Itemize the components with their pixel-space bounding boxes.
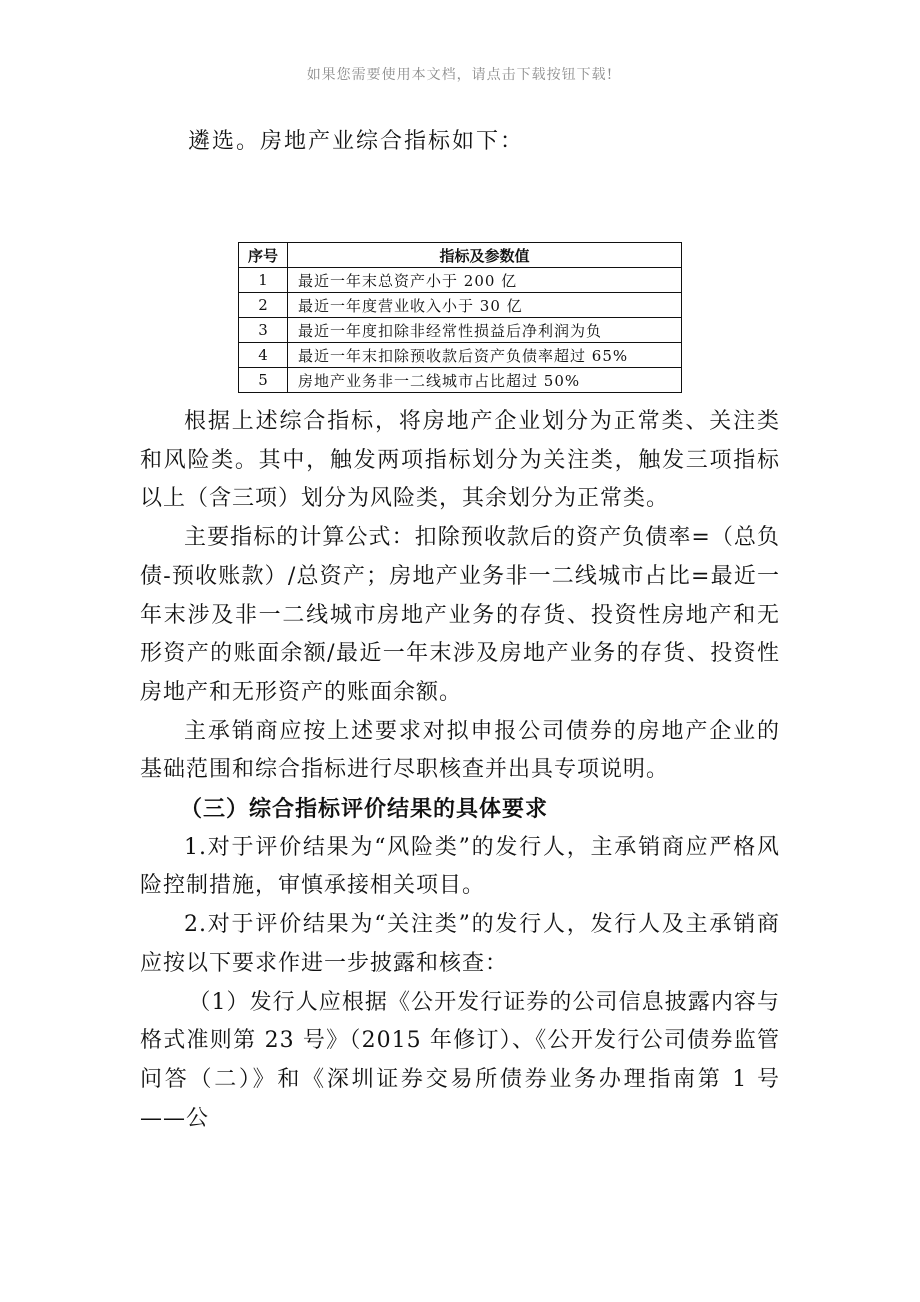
classification-paragraph: 根据上述综合指标，将房地产企业划分为正常类、关注类和风险类。其中，触发两项指标划分为关注类，触发三项指标以上（含三项）划分为风险类，其余划分为正常类。: [140, 409, 780, 512]
indicator-table: [238, 242, 682, 393]
section-title: （三）综合指标评价结果的具体要求: [180, 796, 549, 823]
row-indicator: 房地产业务非一二线城市占比超过 50%: [288, 368, 682, 393]
item-1-paragraph: 1.对于评价结果为“风险类”的发行人，主承销商应严格风险控制措施，审慎承接相关项目。: [140, 834, 780, 899]
download-watermark: 如果您需要使用本文档，请点击下载按钮下载!: [306, 67, 614, 83]
row-indicator: 最近一年末总资产小于 200 亿: [288, 268, 682, 293]
header-indicator: 指标及参数值: [288, 243, 682, 268]
row-serial: 3: [239, 318, 288, 343]
row-serial: 5: [239, 368, 288, 393]
table-row: [239, 293, 682, 318]
header-serial: 序号: [239, 243, 288, 268]
intro-line: 遴选。房地产业综合指标如下：: [188, 129, 525, 154]
row-indicator: 最近一年度扣除非经常性损益后净利润为负: [288, 318, 682, 343]
formula-paragraph: 主要指标的计算公式：扣除预收款后的资产负债率=（总负债-预收账款）/总资产；房地产业务非一二线城市占比=最近一年末涉及非一二线城市房地产业务的存货、投资性房地产和无形资产的账面余额/最近一年末涉及房地产业务的存货、投资性房地产和无形资产的账面余额。: [140, 525, 780, 705]
table-row: [239, 368, 682, 393]
item-2-1-paragraph: （1）发行人应根据《公开发行证券的公司信息披露内容与格式准则第 23 号》（2015 年修订）、《公开发行公司债券监管问答（二）》和《深圳证券交易所债券业务办理指南第 1 号——公: [140, 989, 780, 1131]
row-indicator: 最近一年度营业收入小于 30 亿: [288, 293, 682, 318]
underwriter-paragraph: 主承销商应按上述要求对拟申报公司债券的房地产企业的基础范围和综合指标进行尽职核查并出具专项说明。: [140, 718, 780, 783]
row-serial: 2: [239, 293, 288, 318]
row-indicator: 最近一年末扣除预收款后资产负债率超过 65%: [288, 343, 682, 368]
table-row: [239, 268, 682, 293]
row-serial: 1: [239, 268, 288, 293]
item-2-paragraph: 2.对于评价结果为“关注类”的发行人，发行人及主承销商应按以下要求作进一步披露和核查：: [140, 912, 780, 976]
table-row: [239, 318, 682, 343]
row-serial: 4: [239, 343, 288, 368]
table-row: [239, 343, 682, 368]
document-body: [140, 403, 780, 1138]
table-header-row: [239, 243, 682, 268]
